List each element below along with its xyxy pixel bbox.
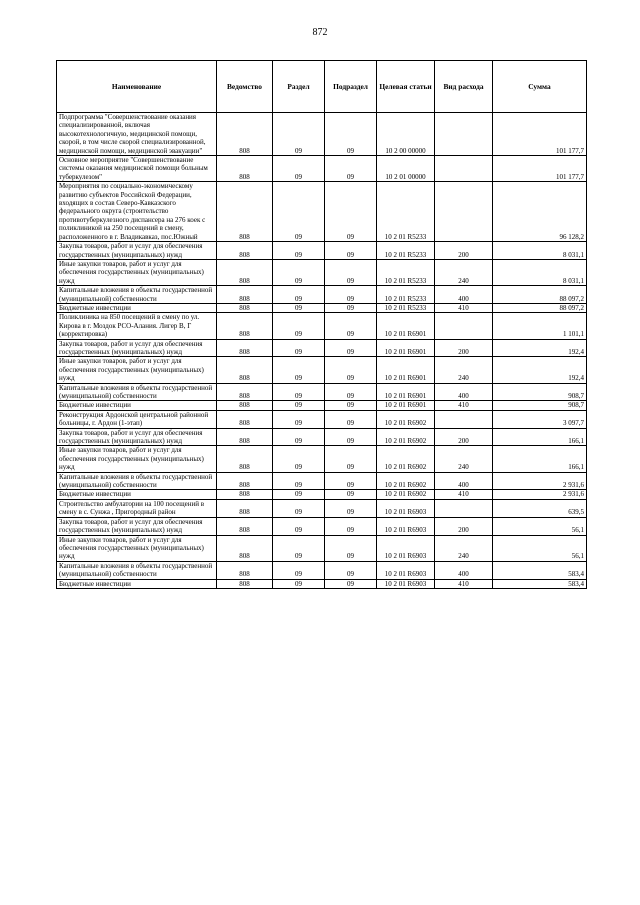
page-number: 872 — [312, 27, 328, 38]
cell-target-item: 10 2 01 R6903 — [377, 561, 435, 579]
cell-subsection: 09 — [325, 113, 377, 156]
table-row — [57, 313, 587, 339]
cell-amount: 88 097,2 — [493, 286, 587, 304]
header-department: Ведомство — [217, 61, 273, 113]
cell-name: Реконструкция Ардонской центральной районной больницы, г. Ардон (1-этап) — [57, 410, 217, 428]
cell-subsection: 09 — [325, 561, 377, 579]
cell-expense-type: 200 — [435, 242, 493, 260]
cell-subsection: 09 — [325, 410, 377, 428]
header-expense-type: Вид расхода — [435, 61, 493, 113]
cell-subsection: 09 — [325, 499, 377, 517]
table-row — [57, 357, 587, 383]
cell-department: 808 — [217, 182, 273, 242]
cell-target-item: 10 2 01 R5233 — [377, 286, 435, 304]
cell-section: 09 — [273, 383, 325, 401]
cell-department: 808 — [217, 410, 273, 428]
cell-section: 09 — [273, 535, 325, 561]
cell-expense-type — [435, 156, 493, 182]
cell-section: 09 — [273, 401, 325, 410]
cell-department: 808 — [217, 303, 273, 312]
cell-amount: 192,4 — [493, 357, 587, 383]
cell-subsection: 09 — [325, 428, 377, 446]
cell-amount: 8 031,1 — [493, 242, 587, 260]
cell-section: 09 — [273, 499, 325, 517]
cell-target-item: 10 2 01 R5233 — [377, 242, 435, 260]
cell-expense-type: 200 — [435, 517, 493, 535]
cell-amount: 583,4 — [493, 579, 587, 588]
table-row — [57, 410, 587, 428]
header-name: Наименование — [57, 61, 217, 113]
table-row — [57, 259, 587, 285]
cell-expense-type: 400 — [435, 286, 493, 304]
cell-amount: 583,4 — [493, 561, 587, 579]
table-header-row — [57, 61, 587, 113]
table-row — [57, 286, 587, 304]
cell-target-item: 10 2 01 R6902 — [377, 490, 435, 499]
cell-target-item: 10 2 01 R6902 — [377, 428, 435, 446]
table-row — [57, 182, 587, 242]
cell-target-item: 10 2 01 R6903 — [377, 517, 435, 535]
cell-subsection: 09 — [325, 401, 377, 410]
table-row — [57, 579, 587, 588]
cell-department: 808 — [217, 242, 273, 260]
cell-expense-type: 400 — [435, 561, 493, 579]
cell-target-item: 10 2 01 R6903 — [377, 579, 435, 588]
cell-subsection: 09 — [325, 182, 377, 242]
cell-amount: 908,7 — [493, 383, 587, 401]
cell-name: Бюджетные инвестиции — [57, 490, 217, 499]
cell-section: 09 — [273, 286, 325, 304]
cell-section: 09 — [273, 472, 325, 490]
cell-amount: 166,1 — [493, 446, 587, 472]
cell-expense-type: 240 — [435, 446, 493, 472]
cell-subsection: 09 — [325, 286, 377, 304]
cell-amount: 3 097,7 — [493, 410, 587, 428]
cell-department: 808 — [217, 446, 273, 472]
cell-target-item: 10 2 01 R6901 — [377, 339, 435, 357]
cell-target-item: 10 2 01 R5233 — [377, 259, 435, 285]
cell-amount: 56,1 — [493, 535, 587, 561]
cell-amount: 166,1 — [493, 428, 587, 446]
cell-department: 808 — [217, 499, 273, 517]
cell-name: Капитальные вложения в объекты государственной (муниципальной) собственности — [57, 561, 217, 579]
table-row — [57, 242, 587, 260]
cell-name: Подпрограмма "Совершенствование оказания специализированной, включая высокотехнологичную, медицинской помощи, скорой, в том числе скорой специализированной, медицинской помощи, медицинской эвакуации" — [57, 113, 217, 156]
cell-department: 808 — [217, 535, 273, 561]
header-subsection: Подраздел — [325, 61, 377, 113]
cell-expense-type: 400 — [435, 383, 493, 401]
cell-subsection: 09 — [325, 517, 377, 535]
cell-section: 09 — [273, 446, 325, 472]
cell-subsection: 09 — [325, 339, 377, 357]
table-body — [57, 113, 587, 589]
cell-section: 09 — [273, 303, 325, 312]
cell-name: Основное мероприятие "Совершенствование системы оказания медицинской помощи больным туберкулезом" — [57, 156, 217, 182]
cell-section: 09 — [273, 357, 325, 383]
cell-target-item: 10 2 01 R5233 — [377, 303, 435, 312]
cell-section: 09 — [273, 579, 325, 588]
cell-department: 808 — [217, 156, 273, 182]
cell-expense-type: 240 — [435, 357, 493, 383]
cell-expense-type — [435, 499, 493, 517]
cell-expense-type: 410 — [435, 490, 493, 499]
table-row — [57, 113, 587, 156]
cell-subsection: 09 — [325, 357, 377, 383]
cell-section: 09 — [273, 490, 325, 499]
cell-name: Бюджетные инвестиции — [57, 401, 217, 410]
cell-department: 808 — [217, 313, 273, 339]
table-row — [57, 490, 587, 499]
cell-subsection: 09 — [325, 490, 377, 499]
cell-target-item: 10 2 01 R6901 — [377, 313, 435, 339]
header-target-item: Целевая статьи — [377, 61, 435, 113]
cell-amount: 2 931,6 — [493, 490, 587, 499]
cell-expense-type: 200 — [435, 428, 493, 446]
cell-target-item: 10 2 01 R6902 — [377, 446, 435, 472]
table-row — [57, 561, 587, 579]
cell-name: Капитальные вложения в объекты государственной (муниципальной) собственности — [57, 286, 217, 304]
table-row — [57, 446, 587, 472]
cell-section: 09 — [273, 313, 325, 339]
cell-expense-type — [435, 182, 493, 242]
cell-name: Иные закупки товаров, работ и услуг для обеспечения государственных (муниципальных) нужд — [57, 446, 217, 472]
cell-subsection: 09 — [325, 242, 377, 260]
cell-section: 09 — [273, 259, 325, 285]
cell-section: 09 — [273, 561, 325, 579]
cell-section: 09 — [273, 182, 325, 242]
cell-subsection: 09 — [325, 313, 377, 339]
cell-expense-type: 410 — [435, 579, 493, 588]
cell-section: 09 — [273, 242, 325, 260]
cell-section: 09 — [273, 428, 325, 446]
cell-expense-type — [435, 113, 493, 156]
cell-target-item: 10 2 01 R6902 — [377, 410, 435, 428]
cell-target-item: 10 2 01 R6901 — [377, 357, 435, 383]
cell-amount: 192,4 — [493, 339, 587, 357]
cell-amount: 8 031,1 — [493, 259, 587, 285]
cell-department: 808 — [217, 579, 273, 588]
cell-section: 09 — [273, 410, 325, 428]
cell-name: Бюджетные инвестиции — [57, 303, 217, 312]
table-row — [57, 428, 587, 446]
cell-name: Поликлиника на 850 посещений в смену по ул. Кирова в г. Моздок РСО-Алания. Лигер В, Г (корректировка) — [57, 313, 217, 339]
cell-section: 09 — [273, 113, 325, 156]
cell-amount: 908,7 — [493, 401, 587, 410]
cell-expense-type: 200 — [435, 339, 493, 357]
cell-department: 808 — [217, 113, 273, 156]
cell-expense-type — [435, 410, 493, 428]
cell-subsection: 09 — [325, 579, 377, 588]
cell-department: 808 — [217, 472, 273, 490]
cell-department: 808 — [217, 401, 273, 410]
table-row — [57, 156, 587, 182]
cell-target-item: 10 2 01 R6903 — [377, 535, 435, 561]
table-row — [57, 535, 587, 561]
cell-target-item: 10 2 00 00000 — [377, 113, 435, 156]
cell-expense-type: 240 — [435, 535, 493, 561]
cell-subsection: 09 — [325, 156, 377, 182]
cell-name: Иные закупки товаров, работ и услуг для обеспечения государственных (муниципальных) нужд — [57, 259, 217, 285]
cell-name: Капитальные вложения в объекты государственной (муниципальной) собственности — [57, 472, 217, 490]
table-row — [57, 383, 587, 401]
cell-amount: 96 128,2 — [493, 182, 587, 242]
cell-expense-type: 410 — [435, 303, 493, 312]
cell-target-item: 10 2 01 R6901 — [377, 383, 435, 401]
cell-amount: 56,1 — [493, 517, 587, 535]
cell-subsection: 09 — [325, 472, 377, 490]
cell-name: Бюджетные инвестиции — [57, 579, 217, 588]
cell-target-item: 10 2 01 00000 — [377, 156, 435, 182]
cell-subsection: 09 — [325, 303, 377, 312]
cell-amount: 88 097,2 — [493, 303, 587, 312]
cell-amount: 1 101,1 — [493, 313, 587, 339]
cell-target-item: 10 2 01 R5233 — [377, 182, 435, 242]
cell-expense-type: 240 — [435, 259, 493, 285]
cell-name: Закупка товаров, работ и услуг для обеспечения государственных (муниципальных) нужд — [57, 339, 217, 357]
budget-table — [56, 60, 587, 589]
cell-amount: 2 931,6 — [493, 472, 587, 490]
cell-name: Мероприятия по социально-экономическому развитию субъектов Российской Федерации, входящих в состав Северо-Кавказского федерального округа (строительство противотуберкулезного диспансера на 276 коек с поликлиникой на 250 посещений в смену, расположенного в г. Владикавказ, пос.Южный — [57, 182, 217, 242]
cell-department: 808 — [217, 517, 273, 535]
table-row — [57, 303, 587, 312]
cell-department: 808 — [217, 561, 273, 579]
cell-name: Закупка товаров, работ и услуг для обеспечения государственных (муниципальных) нужд — [57, 517, 217, 535]
cell-subsection: 09 — [325, 535, 377, 561]
header-amount: Сумма — [493, 61, 587, 113]
cell-department: 808 — [217, 357, 273, 383]
cell-section: 09 — [273, 339, 325, 357]
cell-name: Закупка товаров, работ и услуг для обеспечения государственных (муниципальных) нужд — [57, 242, 217, 260]
cell-name: Капитальные вложения в объекты государственной (муниципальной) собственности — [57, 383, 217, 401]
cell-department: 808 — [217, 286, 273, 304]
cell-expense-type: 400 — [435, 472, 493, 490]
table-row — [57, 499, 587, 517]
cell-amount: 101 177,7 — [493, 113, 587, 156]
cell-department: 808 — [217, 339, 273, 357]
cell-department: 808 — [217, 490, 273, 499]
cell-target-item: 10 2 01 R6902 — [377, 472, 435, 490]
header-section: Раздел — [273, 61, 325, 113]
cell-amount: 101 177,7 — [493, 156, 587, 182]
cell-name: Иные закупки товаров, работ и услуг для обеспечения государственных (муниципальных) нужд — [57, 357, 217, 383]
cell-department: 808 — [217, 383, 273, 401]
cell-amount: 639,5 — [493, 499, 587, 517]
cell-name: Иные закупки товаров, работ и услуг для обеспечения государственных (муниципальных) нужд — [57, 535, 217, 561]
cell-section: 09 — [273, 517, 325, 535]
table-row — [57, 339, 587, 357]
table-row — [57, 517, 587, 535]
cell-name: Строительство амбулатории на 100 посещений в смену в с. Сунжа , Пригородный район — [57, 499, 217, 517]
cell-section: 09 — [273, 156, 325, 182]
cell-name: Закупка товаров, работ и услуг для обеспечения государственных (муниципальных) нужд — [57, 428, 217, 446]
cell-target-item: 10 2 01 R6903 — [377, 499, 435, 517]
table-row — [57, 472, 587, 490]
cell-subsection: 09 — [325, 383, 377, 401]
cell-expense-type — [435, 313, 493, 339]
cell-department: 808 — [217, 428, 273, 446]
cell-subsection: 09 — [325, 446, 377, 472]
table-row — [57, 401, 587, 410]
cell-target-item: 10 2 01 R6901 — [377, 401, 435, 410]
cell-department: 808 — [217, 259, 273, 285]
cell-subsection: 09 — [325, 259, 377, 285]
cell-expense-type: 410 — [435, 401, 493, 410]
